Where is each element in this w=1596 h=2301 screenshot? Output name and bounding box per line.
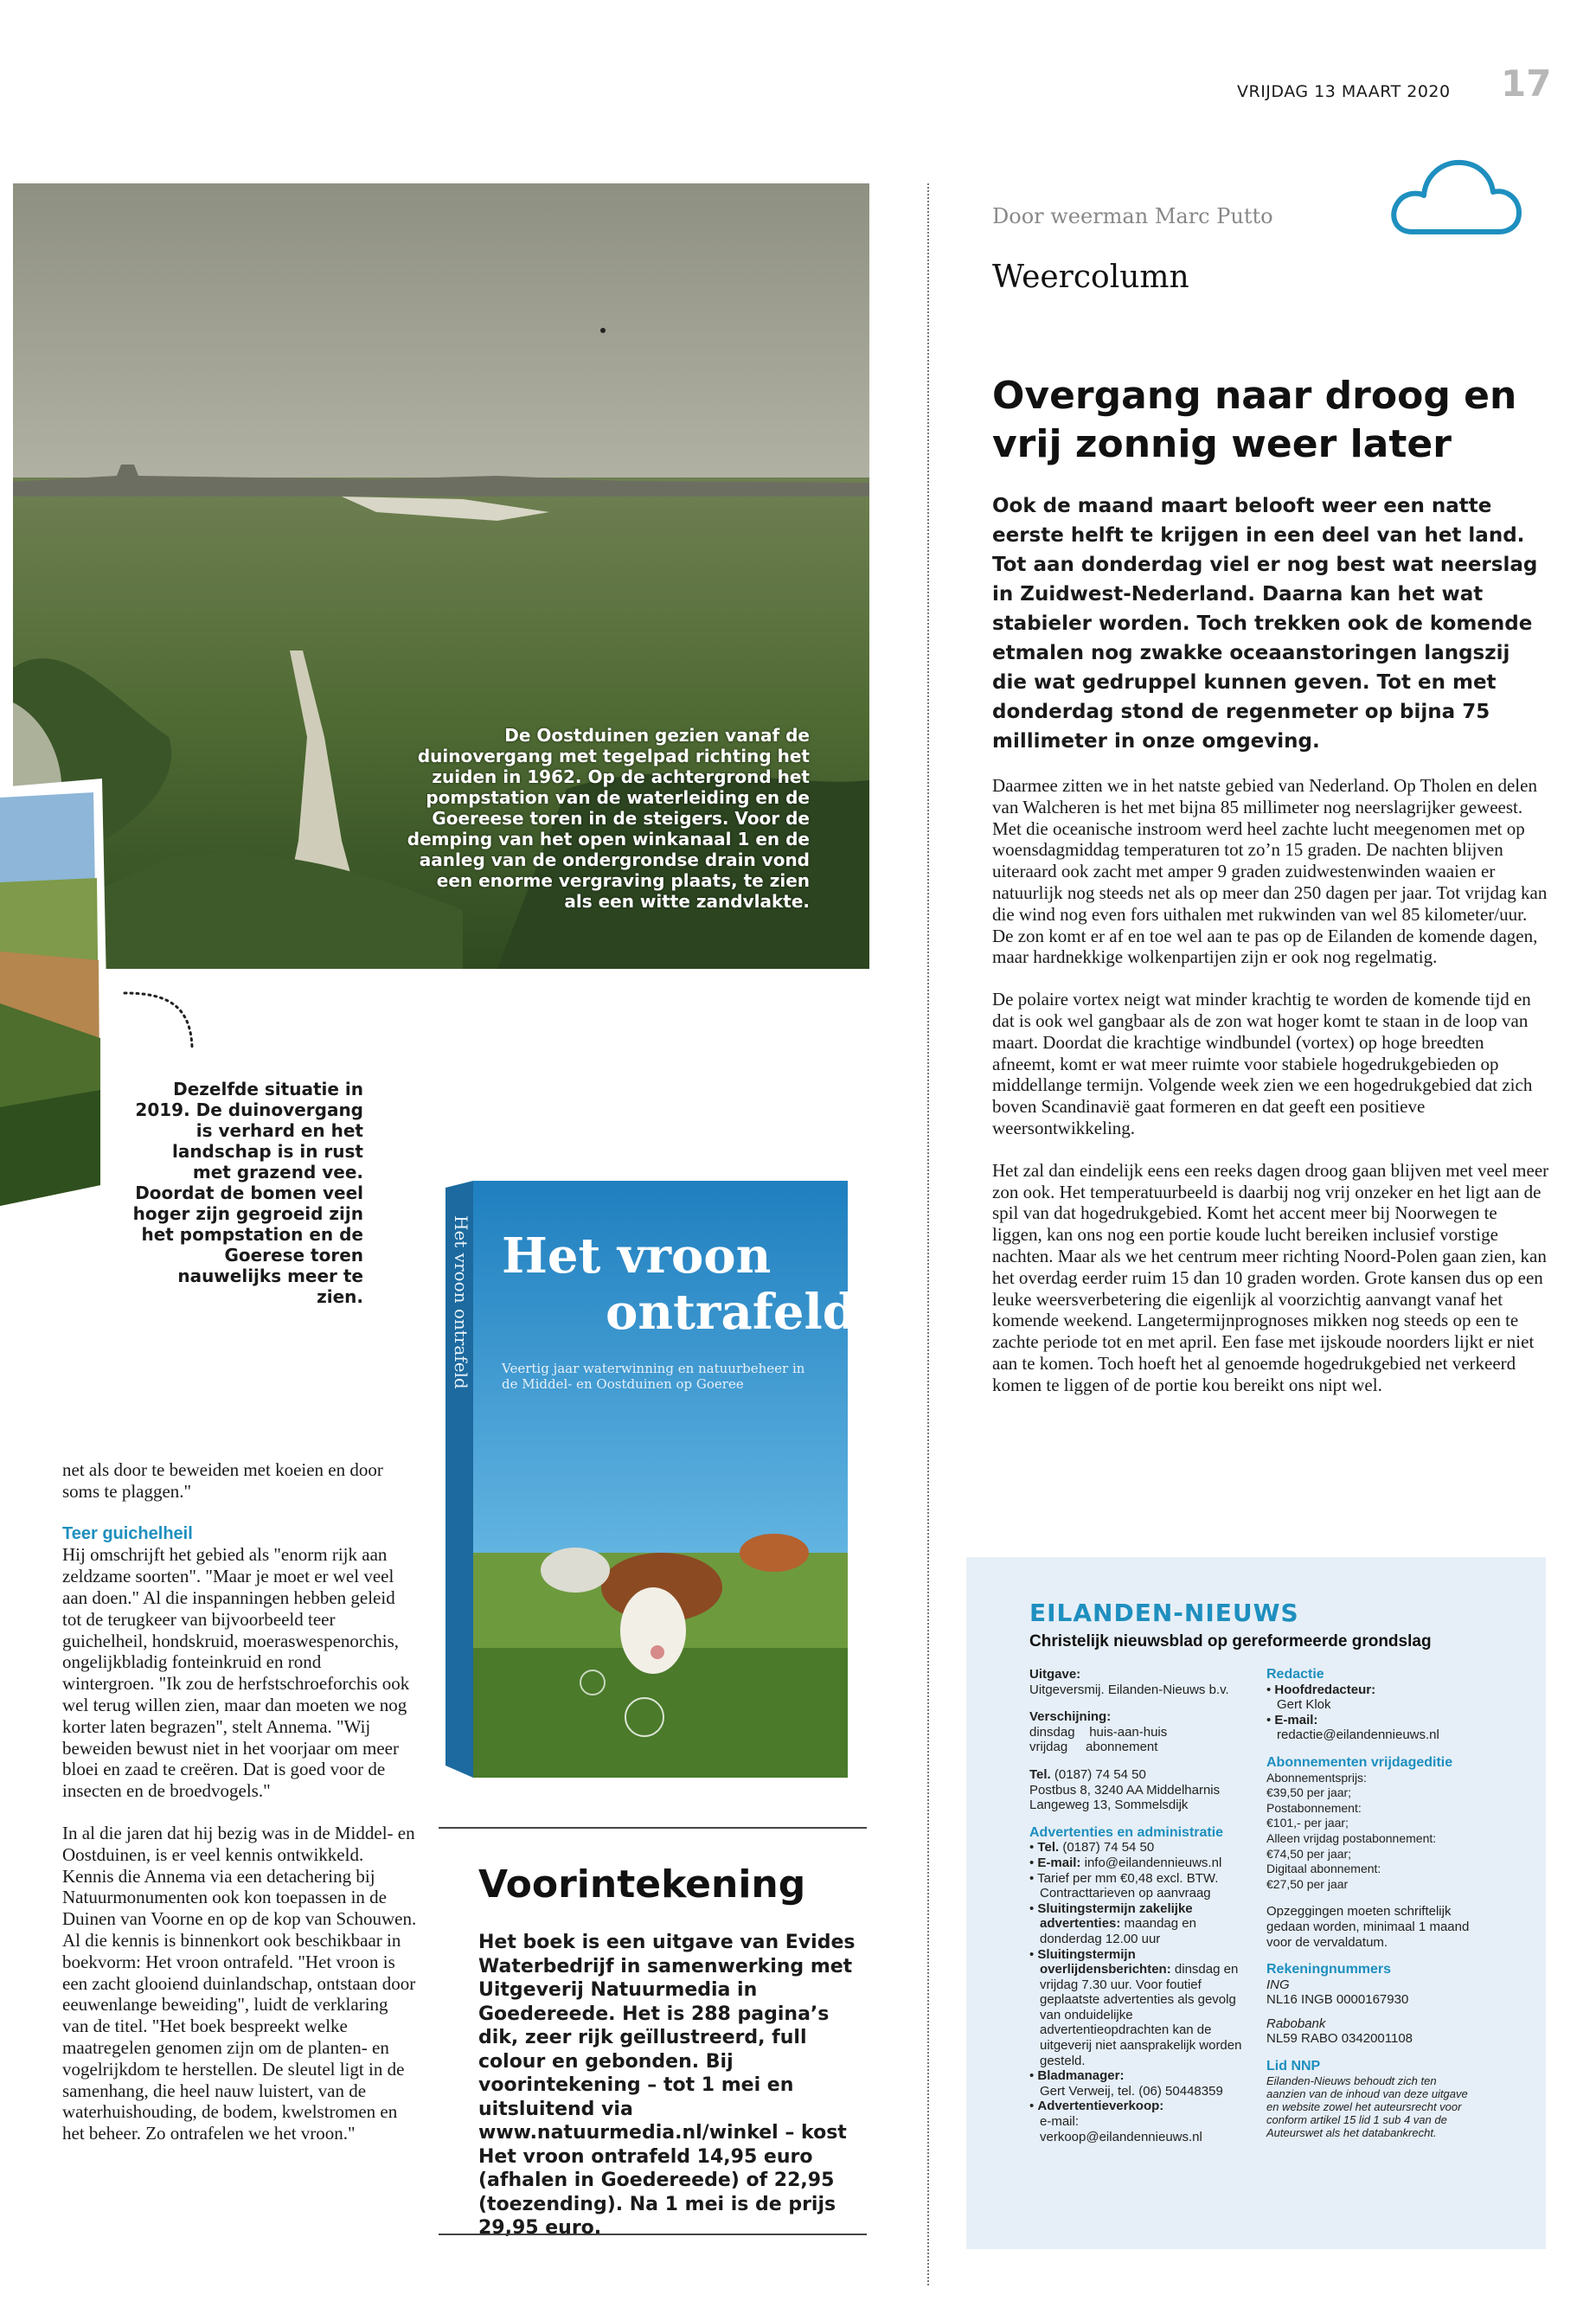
article-paragraph: Daarmee zitten we in het natste gebied van Nederland. Op Tholen en delen van Walcheren is het met bijna 85 millimeter nog neerslagrijker geweest. Met die oceanische instroom werd heel zachte lucht meegenomen met op woensdagmiddag temperaturen tot zo’n 15 graden. De nachten blijven uiteraard ook zacht met amper 9 graden zuidwestenwinden waaien er natuurlijk nog steeds net als op meer dan 250 dagen per jaar. Tot vrijdag kan die wind nog even fors uithalen met rukwinden van wel 85 kilometer/uur. De zon komt er af en toe wel aan te pas op de Eilanden de komende dagen, maar hardnekkige wolkenpartijen zijn er ook nog regelmatig. (992, 775, 1548, 968)
value: dinsdag en vrijdag 7.30 uur. Voor foutief geplaatste advertenties als gevolg van onduidelijke advertentieopdrachten kan de uitgeverij niet aansprakelijk worden gesteld. (1040, 1962, 1242, 2068)
voorintekening-title: Voorintekening (478, 1862, 806, 1907)
colofon-slogan: Christelijk nieuwsblad op gereformeerde grondslag (1029, 1632, 1432, 1650)
value: €74,50 per jaar; (1266, 1846, 1352, 1861)
colofon-head-rekeningnummers: Rekeningnummers (1266, 1962, 1392, 1977)
value: vrijdag abonnement (1029, 1740, 1158, 1755)
cloud-icon (1386, 149, 1524, 239)
article-paragraph: Het zal dan eindelijk eens een reeks dagen droog gaan blijven met veel meer zon ook. Het temperatuurbeeld is daarbij nog vrij onzeker en het ligt aan de spil van dat hogedrukgebied. Komt het accent meer bij Noorwegen te liggen, kan ons nog een portie koude lucht bereiken inclusief vorstige nachten. Maar als we het centrum meer richting Noord-Polen gaan zien, kan het overdag eerder ruim 15 dan 10 graden worden. Grote kansen dus op een leuke weersverbetering die eigenlijk al voorzichtig aanvangt vanaf het komende weekend. Langetermijnprognoses mikken nog steeds op een te zachte periode tot en met april. Een fase met ijskoude noorders lijkt er niet aan te komen. Toch hoeft het al genoemde hogedrukgebied net verkeerd komen te liggen of de portie kou bereikt ons nipt wel. (992, 1159, 1549, 1395)
weather-body (992, 775, 1551, 1417)
value: Postabonnement: (1266, 1800, 1362, 1815)
value: NL59 RABO 0342001108 (1266, 2031, 1413, 2047)
label: Sluitingstermijn zakelijke advertenties: (1037, 1900, 1193, 1932)
article-paragraph: Hij omschrijft het gebied als "enorm rijk aan zeldzame soorten". "Maar je moet er wel veel aan doen." Al die inspanningen hebben geleid tot de terugkeer van bijvoorbeeld teer guichelheil, hondskruid, moeraswespenorchis, ongelijkbladig fonteinkruid en rond wintergroen. "Ik zou de herfstschroeforchis ook wel terug willen zien, maar dan moeten we nog korter laten begrazen", stelt Annema. "Wij beweiden bewust niet in het voorjaar om meer bloei en zaad te creëren. Dat is goed voor de insecten en de broedvogels." (62, 1544, 410, 1802)
disclaimer: Eilanden-Nieuws behoudt zich ten aanzien van de inhoud van deze uitgave en website zowel het auteursrecht voor conform artikel 15 lid 1 sub 4 van de Auteurswet als het databankrecht. (1266, 2073, 1468, 2139)
label: E-mail: (1274, 1712, 1318, 1727)
subhead-teer-guichelheil: Teer guichelheil (62, 1523, 193, 1543)
weather-lead: Ook de maand maart belooft weer een natte eerste helft te krijgen in een deel van het land. Tot aan donderdag viel er nog best wat neerslag in Zuidwest-Nederland. Daarna kan het wat stabieler worden. Toch trekken ook de komende etmalen nog zwakke oceaanstoringen langszij die wat gedruppel kunnen geven. Tot en met donderdag stond de regenmeter op bijna 75 millimeter in onze omgeving. (992, 495, 1538, 753)
label: Sluitingstermijn overlijdensberichten: (1037, 1946, 1171, 1977)
book-title-line2: ontrafeld (606, 1284, 856, 1341)
article-paragraph: In al die jaren dat hij bezig was in de Middel- en Oostduinen, is er veel kennis ontwikkeld. Kennis die Annema via een detachering bij Natuurmonumenten ook kon toepassen in de Duinen van Voorne en op de kop van Schouwen. Al die kennis is binnenkort ook beschikbaar in boekvorm: Het vroon ontrafeld. "Het vroon is een zacht glooiend duinlandschap, ontstaan door eeuwenlange beweiding", luidt de verklaring van de titel. "Het boek bespreekt welke maatregelen genomen zijn om de planten- en vogelrijkdom te herstellen. De sleutel ligt in de samenhang, die heel nauw luistert, van de waterhuishouding, de bodem, kwelstromen en het beheer. Zo ontrafelen we het vroon." (62, 1822, 417, 2144)
value: €27,50 per jaar (1266, 1876, 1349, 1891)
value: Postbus 8, 3240 AA Middelharnis (1029, 1782, 1221, 1798)
label: Bladmanager: (1037, 2068, 1125, 2084)
email-link[interactable]: info@eilandennieuws.nl (1084, 1855, 1222, 1870)
colofon-head-nnp: Lid NNP (1266, 2059, 1321, 2074)
value: (0187) 74 54 50 (1054, 1766, 1146, 1782)
value: Uitgeversmij. Eilanden-Nieuws b.v. (1029, 1682, 1229, 1697)
page-number: 17 (1501, 62, 1552, 105)
value: (0187) 74 54 50 (1062, 1840, 1155, 1856)
value: Digitaal abonnement: (1266, 1862, 1381, 1876)
colofon-head-abonnementen: Abonnementen vrijdageditie (1266, 1754, 1453, 1770)
book-subtitle: Veertig jaar waterwinning en natuurbeheer in de Middel- en Oostduinen op Goeree (502, 1361, 805, 1392)
value: €39,50 per jaar; (1266, 1785, 1352, 1800)
article-paragraph: net als door te beweiden met koeien en door soms te plaggen." (62, 1459, 383, 1502)
label: Hoofdredacteur: (1274, 1682, 1376, 1697)
value: Abonnementsprijs: (1266, 1770, 1367, 1785)
photo-caption-1962: De Oostduinen gezien vanaf de duinovergang met tegelpad richting het zuiden in 1962. Op de achtergrond het pompstation van de waterleiding en de Goereese toren in de steigers. Voor de demping van het open winkanaal 1 en de aanleg van de ondergrondse drain vond een enorme vergraving plaats, te zien als een witte zandvlakte. (407, 725, 810, 912)
value: e-mail: (1040, 2114, 1080, 2130)
value: Tarief per mm €0,48 excl. BTW. Contracttarieven op aanvraag (1037, 1870, 1219, 1901)
byline: Door weerman Marc Putto (992, 204, 1273, 228)
value: maandag en donderdag 12.00 uur (1040, 1916, 1196, 1946)
divider (439, 1827, 867, 1829)
email-link[interactable]: verkoop@eilandennieuws.nl (1040, 2129, 1202, 2144)
value: NL16 INGB 0000167930 (1266, 1992, 1409, 2008)
label: Uitgave: (1029, 1667, 1081, 1682)
column-divider (927, 183, 929, 2285)
weather-headline: Overgang naar droog en vrij zonnig weer later (992, 374, 1517, 466)
email-link[interactable]: redactie@eilandennieuws.nl (1277, 1727, 1439, 1743)
opzeg-notice: Opzeggingen moeten schriftelijk gedaan worden, minimaal 1 maand voor de vervaldatum. (1266, 1904, 1470, 1950)
eilanden-nieuws-logo: EILANDEN-NIEUWS (1029, 1599, 1299, 1627)
label: Tel. (1029, 1766, 1051, 1782)
column-name: Weercolumn (992, 260, 1189, 295)
colofon-head-redactie: Redactie (1266, 1667, 1324, 1682)
issue-date: VRIJDAG 13 MAART 2020 (1237, 82, 1451, 101)
label: Tel. (1037, 1840, 1060, 1856)
label: Advertentieverkoop: (1037, 2099, 1164, 2114)
divider (439, 2234, 867, 2235)
value: Langeweg 13, Sommelsdijk (1029, 1798, 1189, 1813)
colofon-head-advertenties: Advertenties en administratie (1029, 1824, 1224, 1840)
book-title-line1: Het vroon (502, 1227, 772, 1285)
colofon-left: Uitgave: Uitgeversmij. Eilanden-Nieuws b.v. Verschijning: dinsdag huis-aan-huis vrijdag abonnement Tel. (0187) 74 54 50 Postbus 8, 3240 AA Middelharnis Langeweg 13, Sommelsdijk Advertenties en administratie • Tel. (0187) 74 54 50 • E-mail: info@eilandennieuws.nl • Tarief per mm €0,48 excl. BTW. Contracttarieven op aanvraag • Sluitingstermijn zakelijke advertenties: maandag en donderdag 12.00 uur • Sluitingstermijn overlijdensberichten: dinsdag en vrijdag 7.30 uur. Voor foutief geplaatste advertenties als gevolg van onduidelijke advertentieopdrachten kan de uitgeverij niet aansprakelijk worden gesteld. • Bladmanager: Gert Verweij, tel. (06) 50448359 • Advertentieverkoop: e-mail: verkoop@eilandennieuws.nl (1029, 1667, 1246, 2157)
article-left-column (62, 1459, 417, 2165)
book-cover (445, 1181, 856, 1778)
voorintekening-text: Het boek is een uitgave van Evides Waterbedrijf in samenwerking met Uitgeverij Natuurmedia in Goedereede. Het is 288 pagina’s dik, zeer rijk geïllustreerd, full colour en gebonden. Bij voorintekening – tot 1 mei en uitsluitend via www.natuurmedia.nl/winkel – kost Het vroon ontrafeld 14,95 euro (afhalen in Goedereede) of 22,95 (toezending). Na 1 mei is de prijs 29,95 euro. (478, 1932, 856, 2239)
label: E-mail: (1037, 1855, 1081, 1870)
value: Alleen vrijdag postabonnement: (1266, 1830, 1437, 1845)
book-spine-title: Het vroon ontrafeld (451, 1215, 471, 1389)
photo-caption-2019: Dezelfde situatie in 2019. De duinovergang is verhard en het landschap is in rust met grazend vee. Doordat de bomen veel hoger zijn gegroeid zijn het pompstation en de Goerese toren nauwelijks meer te zien. (132, 1079, 363, 1307)
label: Rabobank (1266, 2016, 1326, 2031)
article-paragraph: De polaire vortex neigt wat minder krachtig te worden de komende tijd en dat is ook wel gangbaar als de zon wat hoger komt te staan in de loop van maart. Doordat die krachtige windbundel (vortex) op hoge breedten afneemt, komt er wat meer ruimte voor stabiele hogedrukgebieden op middellange termijn. Volgende week zien we een hogedrukgebied dat zich boven Scandinavië gaat formeren en dat geeft een positieve weersontwikkeling. (992, 989, 1533, 1138)
caption-pointer (121, 986, 208, 1055)
colofon-right: Redactie • Hoofdredacteur: Gert Klok • E-mail: redactie@eilandennieuws.nl Abonnementen vrijdageditie Abonnementsprijs: €39,50 per jaar; Postabonnement: €101,- per jaar; Alleen vrijdag postabonnement: €74,50 per jaar; Digitaal abonnement: €27,50 per jaar Opzeggingen moeten schriftelijk gedaan worden, minimaal 1 maand voor de vervaldatum. Rekeningnummers ING NL16 INGB 0000167930 Rabobank NL59 RABO 0342001108 Lid NNP Eilanden-Nieuws behoudt zich ten aanzien van de inhoud van deze uitgave en website zowel het auteursrecht voor conform artikel 15 lid 1 sub 4 van de Auteurswet als het databankrecht. (1266, 1667, 1496, 2151)
value: dinsdag huis-aan-huis (1029, 1724, 1168, 1740)
value: Gert Verweij, tel. (06) 50448359 (1040, 2083, 1223, 2099)
label: ING (1266, 1977, 1290, 1992)
value: €101,- per jaar; (1266, 1816, 1349, 1830)
label: Verschijning: (1029, 1709, 1112, 1725)
value: Gert Klok (1277, 1697, 1331, 1713)
dune-photo-2019-inset (0, 779, 111, 1220)
